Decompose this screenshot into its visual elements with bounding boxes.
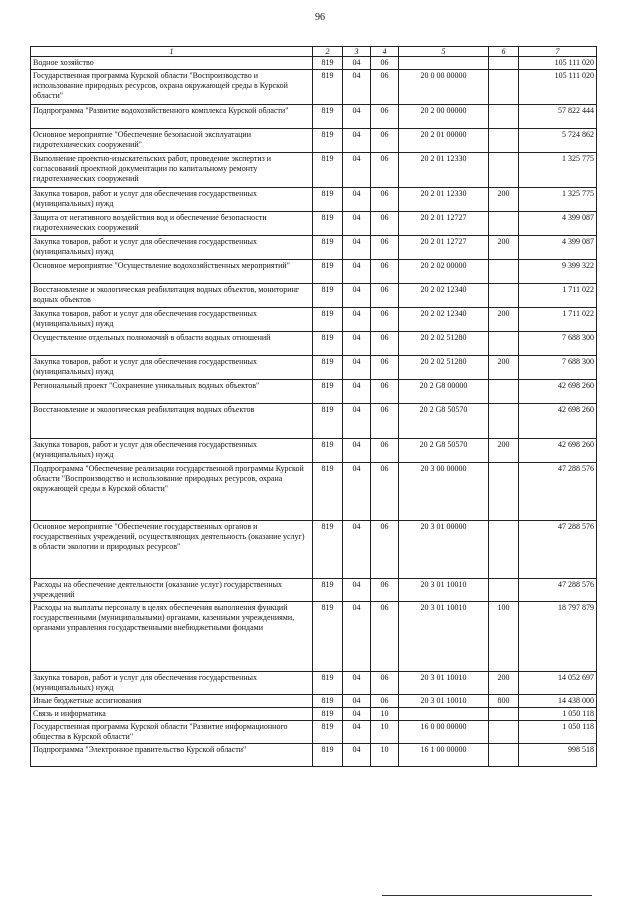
table-row [31, 236, 597, 260]
cell-name: Закупка товаров, работ и услуг для обеспечения государственных (муниципальных) нужд [31, 439, 313, 463]
cell-target-code: 20 2 00 00000 [399, 105, 489, 129]
cell-ministry: 819 [313, 404, 343, 439]
cell-target-code: 20 2 G8 50570 [399, 404, 489, 439]
cell-amount: 1 050 118 [519, 721, 597, 744]
cell-amount: 998 518 [519, 744, 597, 767]
cell-section: 04 [343, 153, 371, 188]
table-row [31, 439, 597, 463]
cell-target-code: 16 0 00 00000 [399, 721, 489, 744]
cell-subsection: 10 [371, 721, 399, 744]
cell-expense-type [489, 579, 519, 602]
cell-subsection: 10 [371, 708, 399, 721]
cell-ministry: 819 [313, 721, 343, 744]
cell-target-code: 20 2 02 51280 [399, 332, 489, 356]
cell-target-code [399, 708, 489, 721]
cell-subsection: 06 [371, 188, 399, 212]
cell-ministry: 819 [313, 188, 343, 212]
cell-section: 04 [343, 236, 371, 260]
cell-name: Иные бюджетные ассигнования [31, 695, 313, 708]
cell-target-code: 20 3 01 00000 [399, 521, 489, 579]
cell-name: Подпрограмма "Электронное правительство Курской области" [31, 744, 313, 767]
cell-expense-type: 200 [489, 308, 519, 332]
cell-expense-type: 200 [489, 188, 519, 212]
column-header: 5 [399, 47, 489, 57]
cell-section: 04 [343, 439, 371, 463]
table-row [31, 129, 597, 153]
cell-name: Защита от негативного воздействия вод и обеспечение безопасности гидротехнических сооружений [31, 212, 313, 236]
cell-amount: 47 288 576 [519, 463, 597, 521]
cell-subsection: 06 [371, 356, 399, 380]
cell-name: Водное хозяйство [31, 57, 313, 70]
cell-name: Связь и информатика [31, 708, 313, 721]
cell-name: Региональный проект "Сохранение уникальных водных объектов" [31, 380, 313, 404]
cell-amount: 1 325 775 [519, 153, 597, 188]
cell-section: 04 [343, 212, 371, 236]
cell-ministry: 819 [313, 57, 343, 70]
cell-subsection: 06 [371, 260, 399, 284]
cell-expense-type: 800 [489, 695, 519, 708]
cell-target-code: 20 2 01 12330 [399, 153, 489, 188]
cell-expense-type [489, 404, 519, 439]
cell-subsection: 06 [371, 521, 399, 579]
table-header-row [31, 47, 597, 57]
table-row [31, 105, 597, 129]
column-header: 4 [371, 47, 399, 57]
table-row [31, 212, 597, 236]
cell-ministry: 819 [313, 236, 343, 260]
cell-target-code: 20 3 01 10010 [399, 602, 489, 672]
cell-section: 04 [343, 721, 371, 744]
cell-ministry: 819 [313, 105, 343, 129]
cell-subsection: 06 [371, 236, 399, 260]
cell-amount: 47 288 576 [519, 579, 597, 602]
cell-expense-type: 200 [489, 356, 519, 380]
cell-subsection: 06 [371, 463, 399, 521]
cell-amount: 42 698 260 [519, 439, 597, 463]
cell-target-code [399, 57, 489, 70]
table-row [31, 708, 597, 721]
cell-ministry: 819 [313, 129, 343, 153]
cell-section: 04 [343, 129, 371, 153]
cell-name: Расходы на выплаты персоналу в целях обеспечения выполнения функций государственными (муниципальными) органами, казенными учреждениями, органами управления государственными внебюджетными фондами [31, 602, 313, 672]
cell-target-code: 20 2 01 00000 [399, 129, 489, 153]
cell-ministry: 819 [313, 284, 343, 308]
cell-subsection: 06 [371, 284, 399, 308]
table-row [31, 57, 597, 70]
cell-amount: 105 111 020 [519, 57, 597, 70]
cell-section: 04 [343, 579, 371, 602]
cell-section: 04 [343, 70, 371, 105]
cell-amount: 18 797 879 [519, 602, 597, 672]
cell-subsection: 06 [371, 153, 399, 188]
cell-subsection: 06 [371, 129, 399, 153]
cell-subsection: 06 [371, 212, 399, 236]
cell-target-code: 20 2 G8 50570 [399, 439, 489, 463]
cell-ministry: 819 [313, 332, 343, 356]
cell-expense-type [489, 380, 519, 404]
table-row [31, 695, 597, 708]
column-header: 1 [31, 47, 313, 57]
cell-ministry: 819 [313, 672, 343, 695]
table-row [31, 602, 597, 672]
cell-section: 04 [343, 744, 371, 767]
table-row [31, 744, 597, 767]
table-row [31, 579, 597, 602]
cell-ministry: 819 [313, 308, 343, 332]
cell-expense-type [489, 463, 519, 521]
cell-subsection: 06 [371, 404, 399, 439]
cell-amount: 57 822 444 [519, 105, 597, 129]
cell-section: 04 [343, 463, 371, 521]
cell-ministry: 819 [313, 602, 343, 672]
column-header: 7 [519, 47, 597, 57]
cell-subsection: 06 [371, 602, 399, 672]
page-number: 96 [315, 12, 325, 23]
cell-section: 04 [343, 602, 371, 672]
table-row [31, 70, 597, 105]
cell-section: 04 [343, 521, 371, 579]
cell-ministry: 819 [313, 380, 343, 404]
cell-name: Государственная программа Курской области "Воспроизводство и использование природных ресурсов, охрана окружающей среды в Курской области" [31, 70, 313, 105]
cell-expense-type [489, 708, 519, 721]
cell-subsection: 06 [371, 695, 399, 708]
cell-section: 04 [343, 308, 371, 332]
cell-expense-type [489, 744, 519, 767]
cell-subsection: 06 [371, 439, 399, 463]
cell-amount: 1 325 775 [519, 188, 597, 212]
table-row [31, 284, 597, 308]
cell-target-code: 20 2 01 12727 [399, 212, 489, 236]
table-row [31, 188, 597, 212]
cell-ministry: 819 [313, 744, 343, 767]
cell-ministry: 819 [313, 212, 343, 236]
cell-section: 04 [343, 105, 371, 129]
footer-divider [382, 895, 592, 896]
cell-amount: 14 438 000 [519, 695, 597, 708]
cell-name: Восстановление и экологическая реабилитация водных объектов, мониторинг водных объектов [31, 284, 313, 308]
cell-subsection: 06 [371, 332, 399, 356]
cell-target-code: 20 3 00 00000 [399, 463, 489, 521]
cell-target-code: 20 0 00 00000 [399, 70, 489, 105]
cell-expense-type [489, 521, 519, 579]
cell-amount: 5 724 862 [519, 129, 597, 153]
cell-amount: 42 698 260 [519, 380, 597, 404]
cell-ministry: 819 [313, 579, 343, 602]
cell-expense-type: 100 [489, 602, 519, 672]
cell-subsection: 06 [371, 70, 399, 105]
table-row [31, 356, 597, 380]
table-body [31, 57, 597, 767]
cell-name: Закупка товаров, работ и услуг для обеспечения государственных (муниципальных) нужд [31, 236, 313, 260]
cell-amount: 9 399 322 [519, 260, 597, 284]
cell-subsection: 06 [371, 579, 399, 602]
cell-expense-type: 200 [489, 236, 519, 260]
cell-expense-type [489, 284, 519, 308]
cell-subsection: 06 [371, 672, 399, 695]
cell-name: Основное мероприятие "Обеспечение безопасной эксплуатации гидротехнических сооружений" [31, 129, 313, 153]
cell-target-code: 20 2 02 12340 [399, 284, 489, 308]
cell-amount: 1 711 022 [519, 308, 597, 332]
cell-expense-type [489, 260, 519, 284]
cell-amount: 47 288 576 [519, 521, 597, 579]
cell-target-code: 20 2 02 12340 [399, 308, 489, 332]
cell-subsection: 06 [371, 57, 399, 70]
table-row [31, 672, 597, 695]
cell-section: 04 [343, 260, 371, 284]
cell-name: Закупка товаров, работ и услуг для обеспечения государственных (муниципальных) нужд [31, 356, 313, 380]
cell-amount: 1 711 022 [519, 284, 597, 308]
cell-subsection: 06 [371, 380, 399, 404]
cell-expense-type [489, 57, 519, 70]
cell-target-code: 20 2 01 12727 [399, 236, 489, 260]
cell-amount: 42 698 260 [519, 404, 597, 439]
cell-amount: 7 688 300 [519, 356, 597, 380]
cell-expense-type: 200 [489, 439, 519, 463]
table-row [31, 404, 597, 439]
cell-target-code: 20 2 02 51280 [399, 356, 489, 380]
cell-section: 04 [343, 188, 371, 212]
cell-subsection: 06 [371, 308, 399, 332]
budget-table [30, 46, 597, 767]
cell-name: Государственная программа Курской области "Развитие информационного общества в Курской области" [31, 721, 313, 744]
cell-target-code: 20 3 01 10010 [399, 695, 489, 708]
cell-expense-type [489, 212, 519, 236]
cell-section: 04 [343, 380, 371, 404]
cell-ministry: 819 [313, 695, 343, 708]
cell-name: Закупка товаров, работ и услуг для обеспечения государственных (муниципальных) нужд [31, 188, 313, 212]
column-header: 6 [489, 47, 519, 57]
cell-ministry: 819 [313, 356, 343, 380]
cell-section: 04 [343, 695, 371, 708]
cell-subsection: 06 [371, 105, 399, 129]
cell-amount: 1 050 118 [519, 708, 597, 721]
cell-name: Осуществление отдельных полномочий в области водных отношений [31, 332, 313, 356]
cell-ministry: 819 [313, 153, 343, 188]
cell-amount: 4 399 087 [519, 236, 597, 260]
cell-expense-type [489, 70, 519, 105]
column-header: 3 [343, 47, 371, 57]
cell-name: Подпрограмма "Обеспечение реализации государственной программы Курской области "Воспроизводство и использование природных ресурсов, охрана окружающей среды в Курской области" [31, 463, 313, 521]
cell-target-code: 16 1 00 00000 [399, 744, 489, 767]
cell-section: 04 [343, 284, 371, 308]
cell-name: Закупка товаров, работ и услуг для обеспечения государственных (муниципальных) нужд [31, 308, 313, 332]
cell-section: 04 [343, 672, 371, 695]
cell-ministry: 819 [313, 70, 343, 105]
cell-ministry: 819 [313, 260, 343, 284]
cell-ministry: 819 [313, 439, 343, 463]
cell-expense-type: 200 [489, 672, 519, 695]
cell-expense-type [489, 105, 519, 129]
cell-name: Расходы на обеспечение деятельности (оказание услуг) государственных учреждений [31, 579, 313, 602]
cell-ministry: 819 [313, 463, 343, 521]
cell-section: 04 [343, 404, 371, 439]
cell-section: 04 [343, 332, 371, 356]
cell-section: 04 [343, 356, 371, 380]
column-header: 2 [313, 47, 343, 57]
cell-amount: 105 111 020 [519, 70, 597, 105]
cell-name: Подпрограмма "Развитие водохозяйственного комплекса Курской области" [31, 105, 313, 129]
cell-ministry: 819 [313, 708, 343, 721]
cell-target-code: 20 3 01 10010 [399, 672, 489, 695]
cell-expense-type [489, 129, 519, 153]
cell-name: Выполнение проектно-изыскательских работ, проведение экспертиз и согласований проектной документации по капитальному ремонту гидротехнических сооружений [31, 153, 313, 188]
cell-ministry: 819 [313, 521, 343, 579]
cell-name: Основное мероприятие "Осуществление водохозяйственных мероприятий" [31, 260, 313, 284]
table-row [31, 260, 597, 284]
cell-subsection: 10 [371, 744, 399, 767]
cell-name: Закупка товаров, работ и услуг для обеспечения государственных (муниципальных) нужд [31, 672, 313, 695]
cell-amount: 7 688 300 [519, 332, 597, 356]
cell-amount: 4 399 087 [519, 212, 597, 236]
cell-name: Восстановление и экологическая реабилитация водных объектов [31, 404, 313, 439]
table-row [31, 153, 597, 188]
table-row [31, 721, 597, 744]
cell-section: 04 [343, 57, 371, 70]
table-row [31, 332, 597, 356]
table-row [31, 521, 597, 579]
cell-expense-type [489, 153, 519, 188]
table-row [31, 463, 597, 521]
cell-name: Основное мероприятие "Обеспечение государственных органов и государственных учреждений, осуществляющих деятельность (оказание услуг) в области экологии и природных ресурсов" [31, 521, 313, 579]
table-row [31, 380, 597, 404]
cell-expense-type [489, 332, 519, 356]
cell-target-code: 20 2 G8 00000 [399, 380, 489, 404]
cell-target-code: 20 2 01 12330 [399, 188, 489, 212]
cell-target-code: 20 2 02 00000 [399, 260, 489, 284]
cell-target-code: 20 3 01 10010 [399, 579, 489, 602]
table-row [31, 308, 597, 332]
cell-section: 04 [343, 708, 371, 721]
cell-expense-type [489, 721, 519, 744]
cell-amount: 14 052 697 [519, 672, 597, 695]
